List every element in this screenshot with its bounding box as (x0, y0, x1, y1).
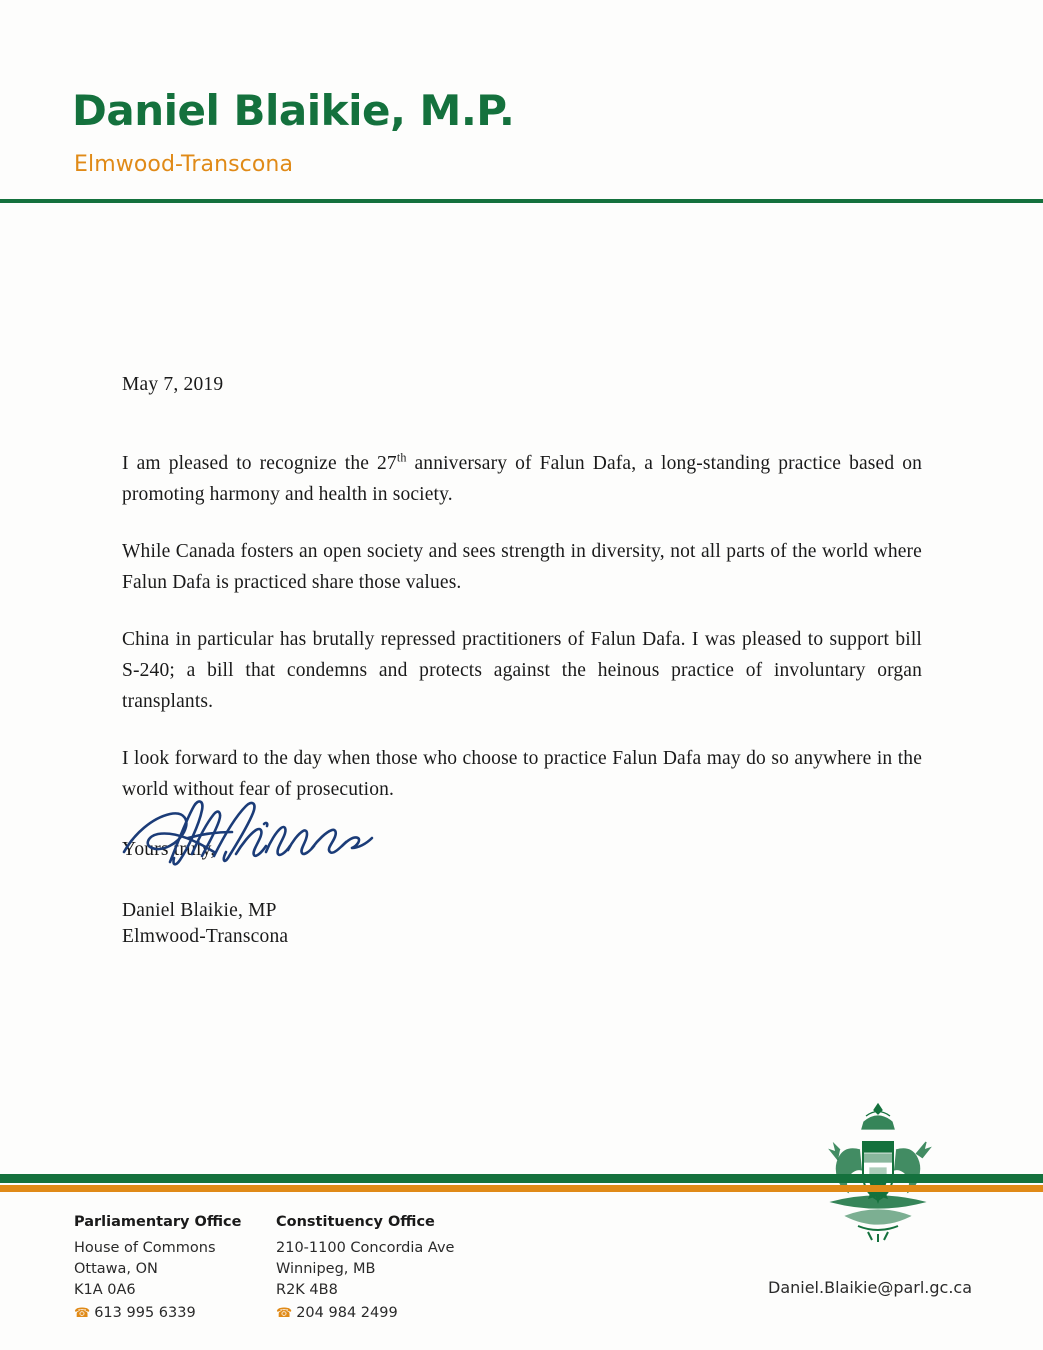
constituency-phone[interactable] (276, 1303, 454, 1324)
letter-body (122, 374, 922, 861)
signature-riding: Elmwood-Transcona (122, 926, 289, 947)
paragraph-1-text-before: I am pleased to recognize the 27 (122, 453, 397, 474)
page-title: Daniel Blaikie, M.P. (72, 86, 515, 135)
email-address[interactable]: Daniel.Blaikie@parl.gc.ca (768, 1278, 973, 1297)
letter-closing: Yours truly, (122, 839, 216, 860)
letter-paragraph-1 (122, 448, 922, 510)
paragraph-1-text-after: anniversary of Falun Dafa, a long-standing practice based on promoting harmony and health in society. (122, 453, 922, 505)
parliamentary-office-line-3: K1A 0A6 (74, 1282, 136, 1298)
signature-icon (118, 790, 388, 885)
footer (0, 1206, 1043, 1350)
letter-date: May 7, 2019 (122, 374, 224, 395)
constituency-office-line-1: 210-1100 Concordia Ave (276, 1240, 455, 1256)
parliamentary-phone[interactable] (74, 1303, 241, 1324)
parliamentary-phone-number: 613 995 6339 (94, 1305, 196, 1321)
phone-icon: ☎ (276, 1306, 293, 1321)
letterhead-riding: Elmwood-Transcona (74, 152, 294, 177)
ordinal-suffix: th (396, 450, 407, 465)
letter-paragraph-3: China in particular has brutally repressed practitioners of Falun Dafa. I was pleased to support bill S-240; a bill that condemns and protects against the heinous practice of involuntary organ transplants. (122, 629, 922, 712)
parliamentary-office-line-1: House of Commons (74, 1240, 216, 1256)
letter-paragraph-2: While Canada fosters an open society and sees strength in diversity, not all parts of the world where Falun Dafa is practiced share those values. (122, 541, 922, 593)
letterhead-divider (0, 199, 1043, 203)
constituency-office-title: Constituency Office (276, 1214, 435, 1230)
signature-name: Daniel Blaikie, MP (122, 900, 277, 921)
footer-rule-green (0, 1174, 1043, 1183)
phone-icon: ☎ (74, 1306, 91, 1321)
constituency-office-line-3: R2K 4B8 (276, 1282, 338, 1298)
footer-divider (0, 1174, 1043, 1196)
constituency-office-line-2: Winnipeg, MB (276, 1261, 376, 1277)
letterhead (0, 0, 1043, 205)
footer-rule-orange (0, 1185, 1043, 1192)
signature-block (122, 898, 288, 950)
constituency-office-block (276, 1212, 454, 1324)
letter-paragraph-4: I look forward to the day when those who choose to practice Falun Dafa may do so anywhere in the world without fear of prosecution. (122, 748, 922, 800)
constituency-phone-number: 204 984 2499 (296, 1305, 398, 1321)
parliamentary-office-line-2: Ottawa, ON (74, 1261, 158, 1277)
parliamentary-office-title: Parliamentary Office (74, 1214, 242, 1230)
parliamentary-office-block (74, 1212, 241, 1324)
